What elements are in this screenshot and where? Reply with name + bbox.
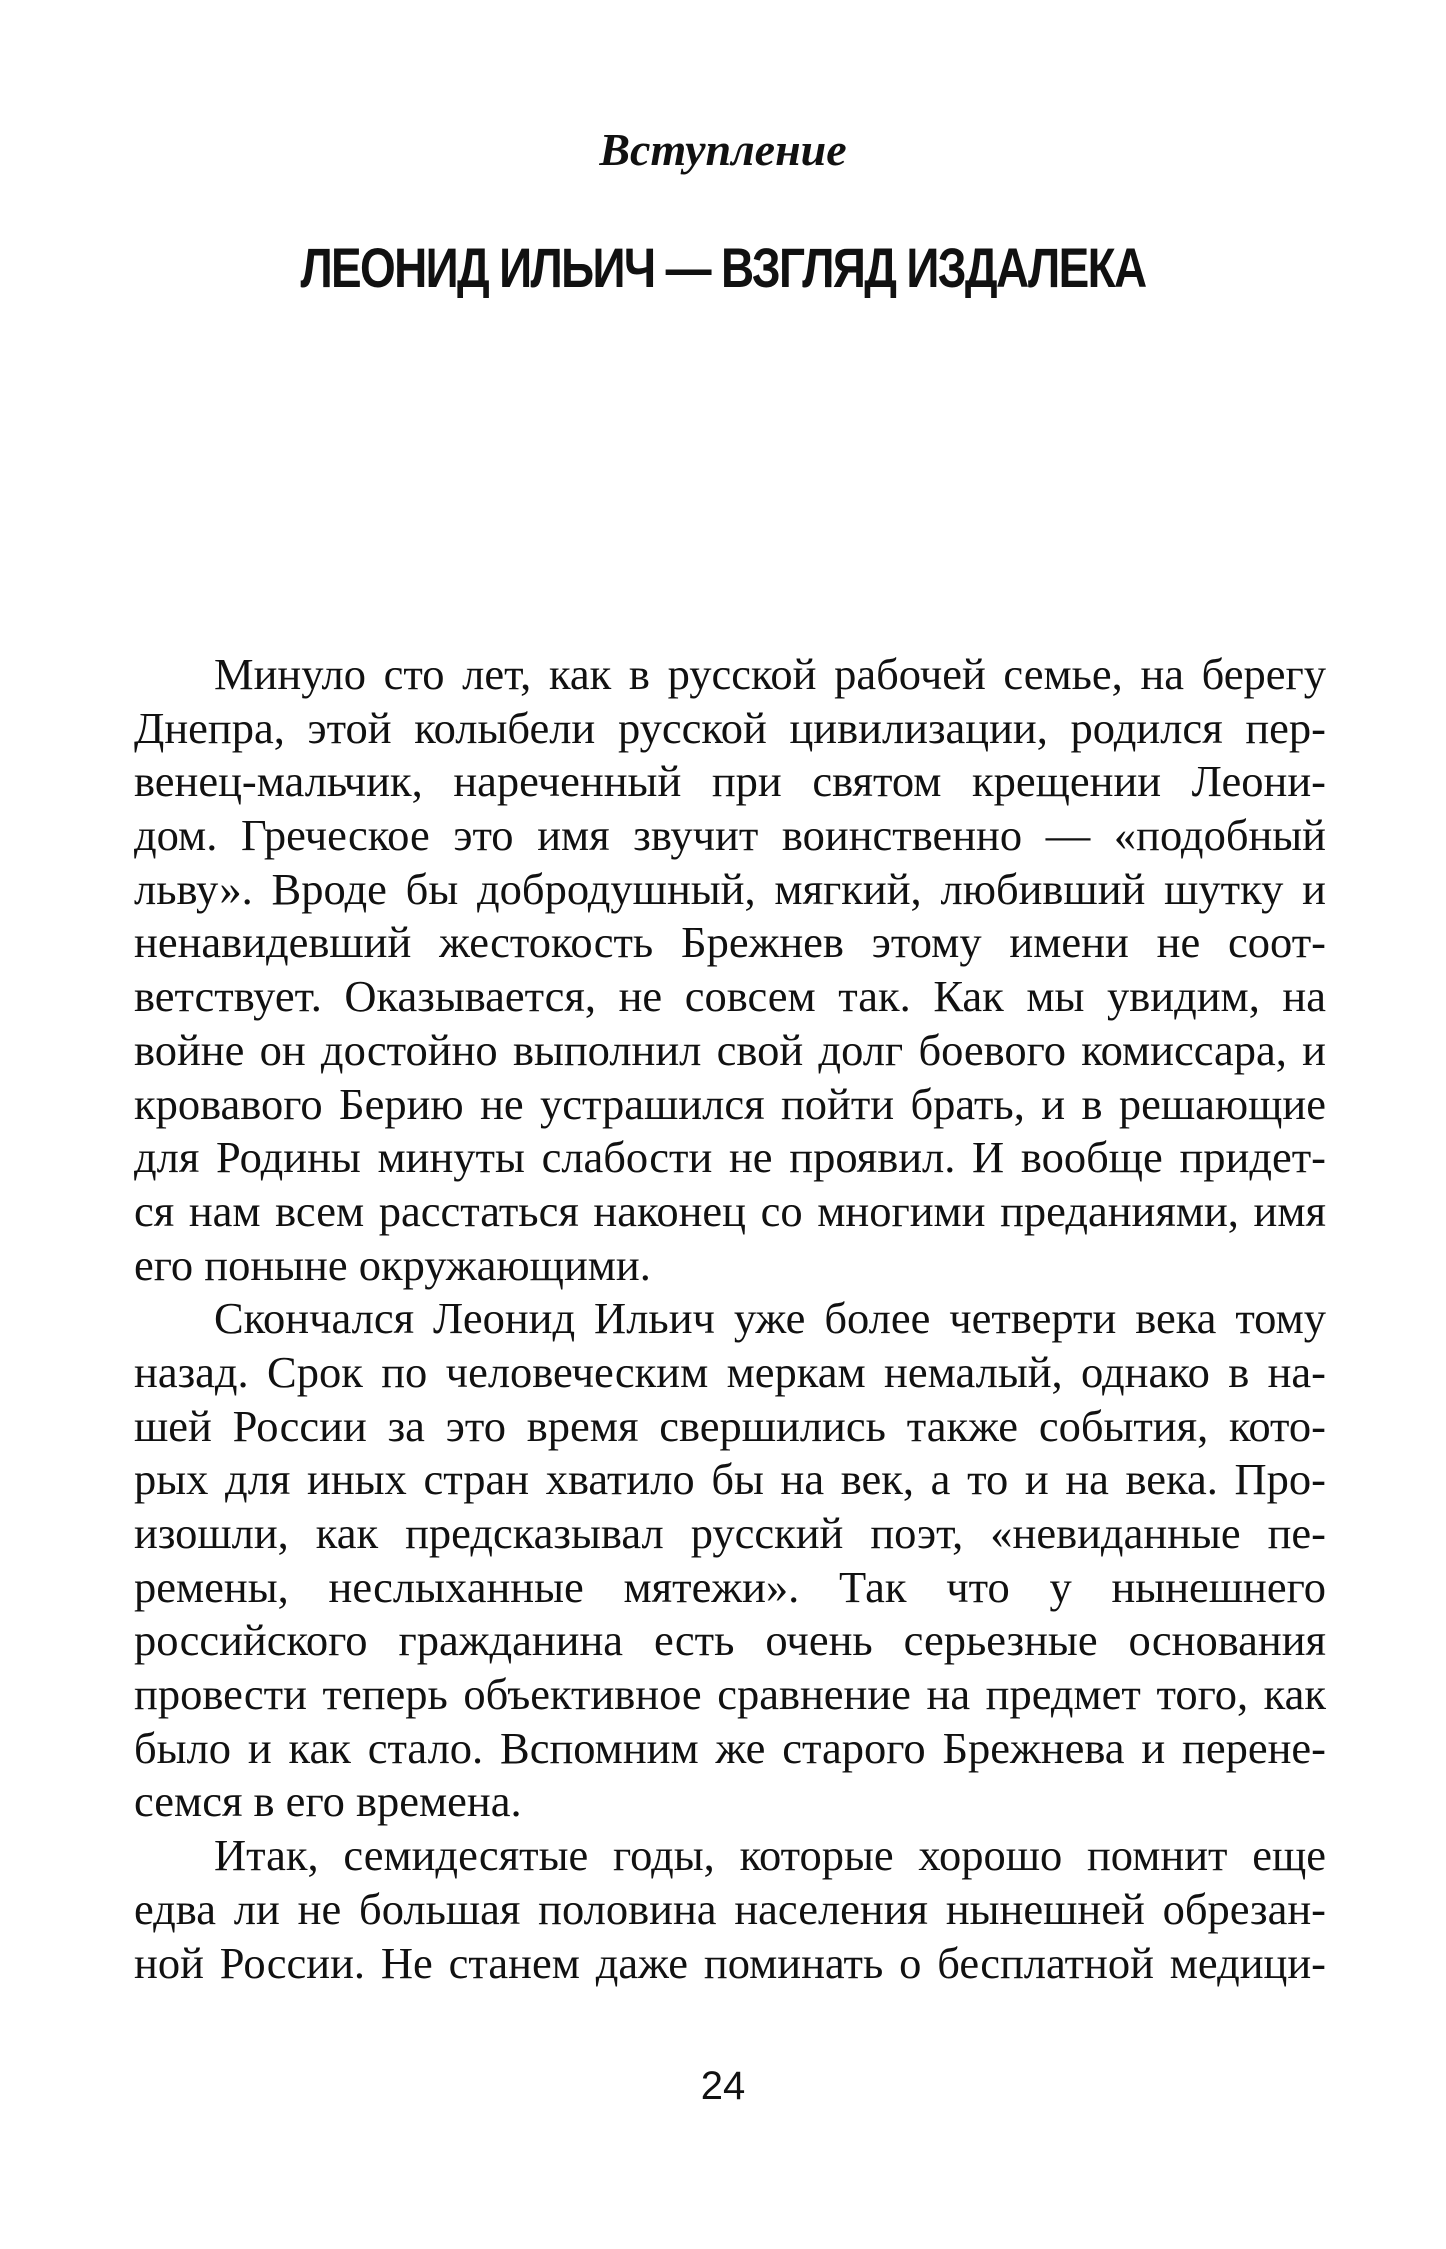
text-line: для Родины минуты слабости не проявил. И вообще придет- (134, 1132, 1326, 1183)
text-line: провести теперь объективное сравнение на предмет того, как (134, 1669, 1326, 1720)
text-line: российского гражданина есть очень серьезные основания (134, 1615, 1326, 1666)
paragraph (134, 1829, 1326, 1990)
text-line: дом. Греческое это имя звучит воинственно — «подобный (134, 810, 1326, 861)
paragraph (134, 1292, 1326, 1829)
text-line: венец-мальчик, нареченный при святом крещении Леони- (134, 756, 1326, 807)
text-line: изошли, как предсказывал русский поэт, «невиданные пе- (134, 1508, 1326, 1558)
text-line: Скончался Леонид Ильич уже более четверти века тому (214, 1293, 1326, 1344)
text-line: Минуло сто лет, как в русской рабочей семье, на берегу (214, 649, 1326, 699)
text-line: льву». Вроде бы добродушный, мягкий, любивший шутку и (134, 863, 1326, 914)
text-line: назад. Срок по человеческим меркам немалый, однако в на- (134, 1346, 1326, 1397)
text-line: Днепра, этой колыбели русской цивилизации, родился пер- (134, 702, 1326, 753)
text-line: кровавого Берию не устрашился пойти брать, и в решающие (134, 1078, 1326, 1129)
text-line: ся нам всем расстаться наконец со многими преданиями, имя (134, 1185, 1326, 1236)
text-line: ремены, неслыханные мятежи». Так что у нынешнего (134, 1561, 1326, 1612)
paragraph (134, 648, 1326, 1292)
text-line: рых для иных стран хватило бы на век, а то и на века. Про- (134, 1454, 1326, 1505)
text-line: ненавидевший жестокость Брежнев этому имени не соот- (134, 917, 1326, 968)
page-number: 24 (700, 2064, 746, 2108)
text-line: его поныне окружающими. (134, 1239, 651, 1290)
text-line: едва ли не большая половина населения нынешней обрезан- (134, 1883, 1326, 1934)
text-line: было и как стало. Вспомним же старого Брежнева и перене- (134, 1722, 1326, 1773)
text-line: войне он достойно выполнил свой долг боевого комиссара, и (134, 1024, 1326, 1075)
chapter-title: ЛЕОНИД ИЛЬИЧ — ВЗГЛЯД ИЗДАЛЕКА (300, 236, 1146, 299)
text-line: шей России за это время свершились также события, кото- (134, 1400, 1326, 1451)
text-line: Итак, семидесятые годы, которые хорошо помнит еще (214, 1830, 1326, 1881)
text-line: ветствует. Оказывается, не совсем так. Как мы увидим, на (134, 971, 1326, 1022)
text-line: семся в его времена. (134, 1776, 522, 1827)
text-line: ной России. Не станем даже поминать о бесплатной медици- (134, 1937, 1326, 1988)
body-text (134, 648, 1326, 1990)
section-label: Вступление (599, 124, 847, 175)
